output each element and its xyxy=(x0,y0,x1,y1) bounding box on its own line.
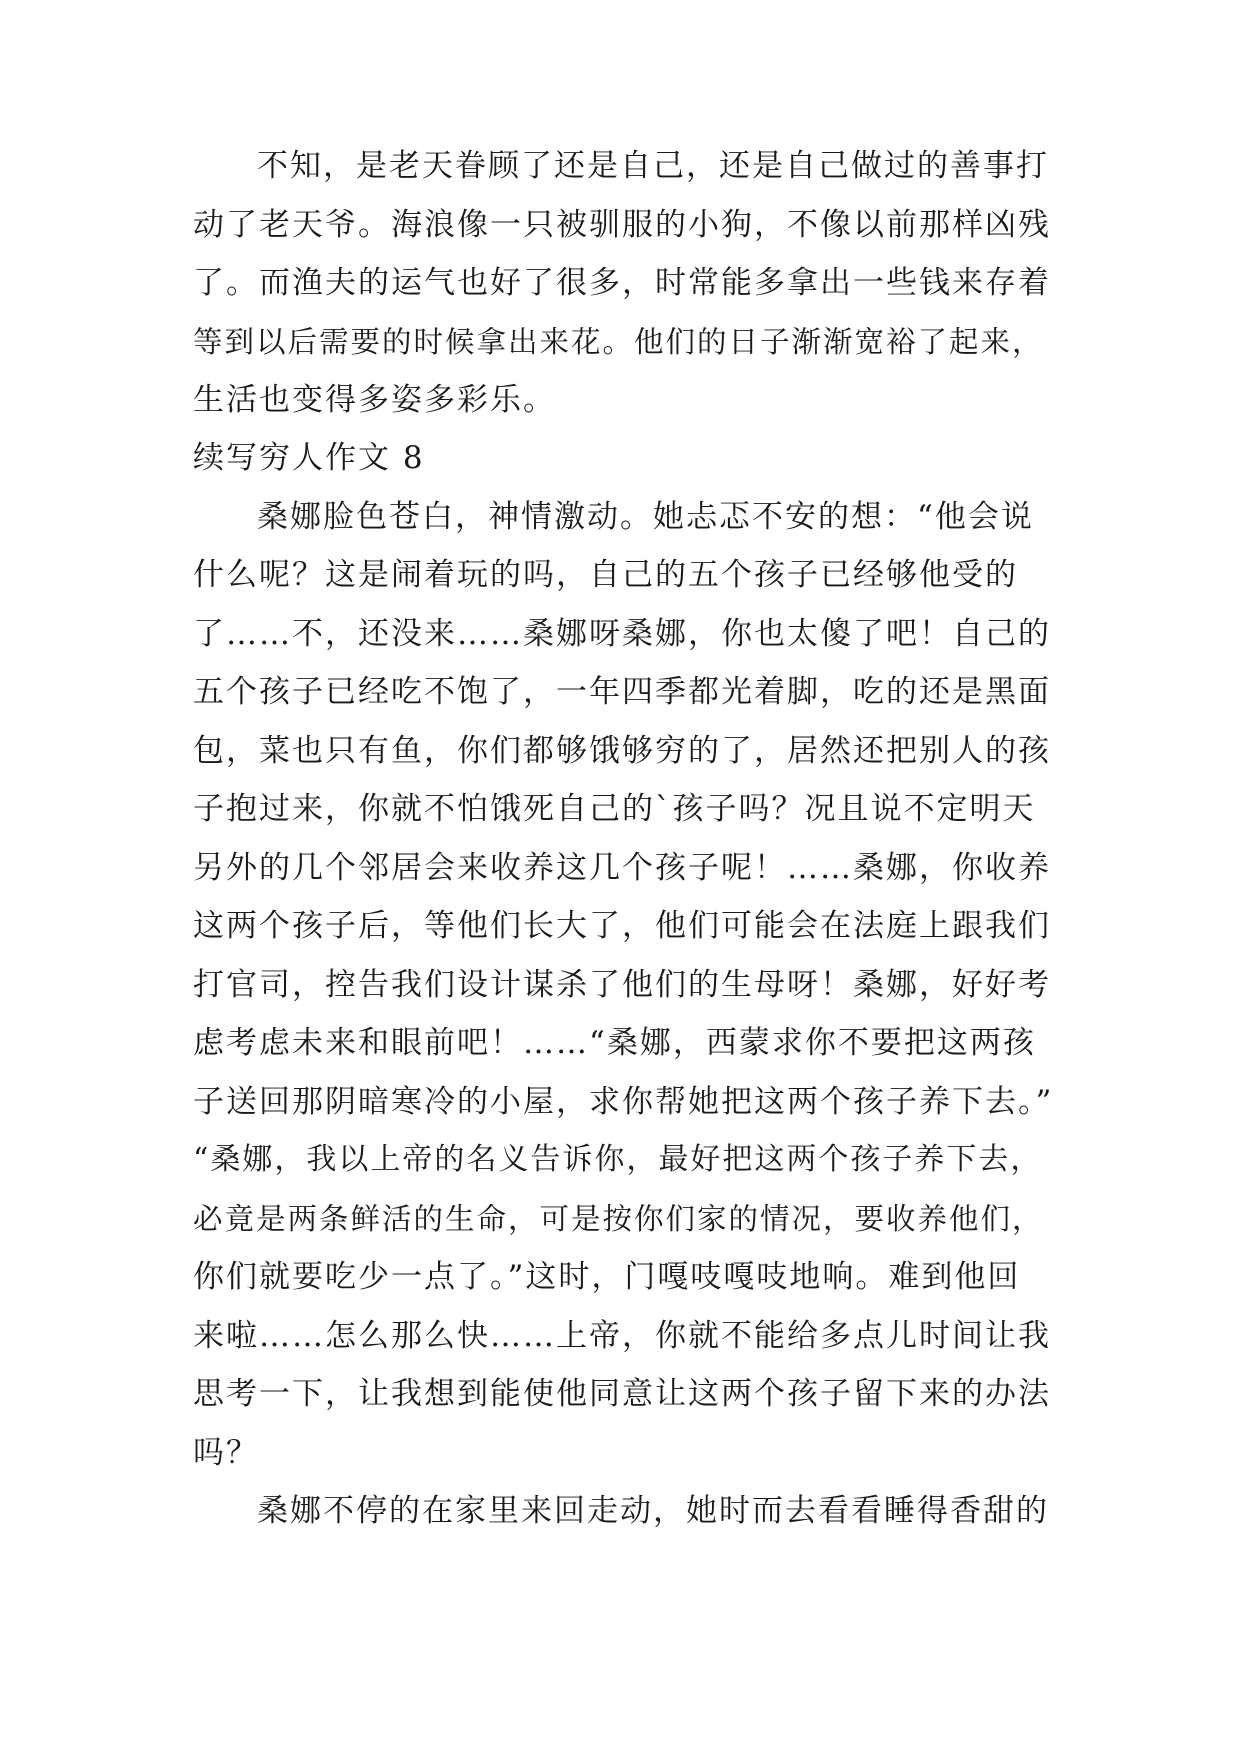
paragraph-line: 了……不，还没来……桑娜呀桑娜，你也太傻了吧！自己的 xyxy=(193,616,1051,652)
paragraph-line: 你们就要吃少一点了。”这时，门嘎吱嘎吱地响。难到他回 xyxy=(193,1259,1021,1295)
paragraph-line: 来啦……怎么那么快……上帝，你就不能给多点儿时间让我 xyxy=(193,1318,1051,1354)
paragraph-line: 虑考虑未来和眼前吧！……“桑娜，西蒙求你不要把这两孩 xyxy=(193,1025,1036,1061)
paragraph-line: 等到以后需要的时候拿出来花。他们的日子渐渐宽裕了起来， xyxy=(193,325,1044,359)
paragraph-line: 了。而渔夫的运气也好了很多，时常能多拿出一些钱来存着 xyxy=(193,265,1051,301)
paragraph-line: 桑娜脸色苍白，神情激动。她忐忑不安的想：“他会说 xyxy=(257,499,1034,535)
paragraph-line: 打官司，控告我们设计谋杀了他们的生母呀！桑娜，好好考 xyxy=(193,967,1051,1003)
paragraph-line: 什么呢？这是闹着玩的吗，自己的五个孩子已经够他受的 xyxy=(193,557,1018,593)
paragraph-line: 不知，是老天眷顾了还是自己，还是自己做过的善事打 xyxy=(257,148,1049,184)
paragraph-line: 子送回那阴暗寒冷的小屋，求你帮她把这两个孩子养下去。” xyxy=(193,1084,1054,1120)
paragraph-line: “桑娜，我以上帝的名义告诉你，最好把这两个孩子养下去， xyxy=(193,1142,1043,1177)
paragraph-line: 五个孩子已经吃不饱了，一年四季都光着脚，吃的还是黑面 xyxy=(193,674,1051,710)
section-heading: 续写穷人作文 8 xyxy=(193,440,425,476)
paragraph-line: 另外的几个邻居会来收养这几个孩子呢！……桑娜，你收养 xyxy=(193,850,1051,886)
paragraph-line: 桑娜不停的在家里来回走动，她时而去看看睡得香甜的 xyxy=(257,1493,1049,1529)
paragraph-line: 生活也变得多姿多彩乐。 xyxy=(193,382,556,418)
paragraph-line: 子抱过来，你就不怕饿死自己的`孩子吗？况且说不定明天 xyxy=(193,791,1036,827)
paragraph-line: 吗？ xyxy=(193,1435,259,1471)
paragraph-line: 这两个孩子后，等他们长大了，他们可能会在法庭上跟我们 xyxy=(193,908,1051,944)
paragraph-line: 必竟是两条鲜活的生命，可是按你们家的情况，要收养他们， xyxy=(193,1202,1044,1236)
paragraph-line: 包，菜也只有鱼，你们都够饿够穷的了，居然还把别人的孩 xyxy=(193,733,1051,769)
paragraph-line: 动了老天爷。海浪像一只被驯服的小狗，不像以前那样凶残 xyxy=(193,207,1051,243)
paragraph-line: 思考一下，让我想到能使他同意让这两个孩子留下来的办法 xyxy=(193,1376,1051,1412)
